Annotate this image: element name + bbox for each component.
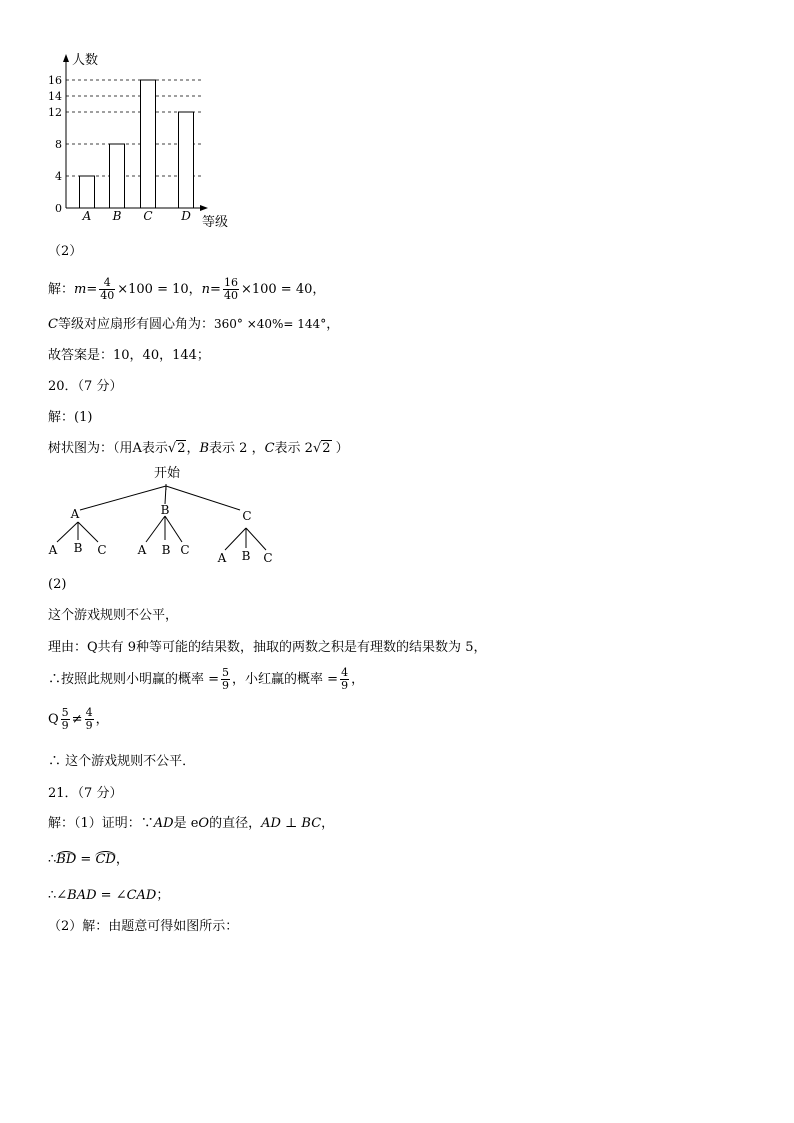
punct: ， xyxy=(351,672,365,687)
var-b: B xyxy=(199,441,210,456)
angle-calc: 360° ×40%= 144° xyxy=(213,317,327,331)
q21-header: 21．（7 分） xyxy=(48,786,123,801)
q21-arc-equal xyxy=(48,852,129,868)
tree-diagram xyxy=(40,458,300,568)
q20-probabilities xyxy=(48,666,364,694)
q21-angle-equal xyxy=(48,888,169,904)
equals: = xyxy=(86,282,98,297)
angle-expr: ∠BAD = ∠CAD xyxy=(56,888,157,903)
perpendicular-expr: AD ⊥ BC xyxy=(261,816,322,831)
q20-header: 20．（7 分） xyxy=(48,379,123,394)
tree-branch-a: A xyxy=(70,507,80,521)
angle-text: 等级对应扇形有圆心角为： xyxy=(57,317,214,332)
tree-leaf: C xyxy=(263,551,273,565)
y-tick-label: 4 xyxy=(55,170,62,183)
tree-intro-c: 表示 2 xyxy=(274,441,313,456)
y-tick-label: 16 xyxy=(48,74,62,87)
x-category-label: B xyxy=(112,209,122,223)
fraction-denominator: 40 xyxy=(223,289,238,302)
fraction-numerator: 4 xyxy=(85,706,93,719)
fraction-numerator: 16 xyxy=(223,276,238,289)
q21-part2: （2）解：由题意可得如图所示： xyxy=(48,919,239,934)
fraction xyxy=(85,707,94,732)
arc-bd: BD xyxy=(56,852,77,867)
bar xyxy=(110,144,125,208)
separator: ， xyxy=(188,282,202,297)
y-tick-label: 8 xyxy=(55,138,62,151)
tree-edges xyxy=(57,484,266,550)
tree-intro-b: 表示 2 ， xyxy=(209,441,265,456)
q21-proof xyxy=(48,816,334,832)
y-tick-label: 12 xyxy=(48,106,62,119)
y-axis-label: 人数 xyxy=(72,53,99,68)
equals: = xyxy=(76,852,96,867)
q20-compare xyxy=(48,706,109,734)
fraction-n xyxy=(223,277,239,302)
punct: ； xyxy=(156,888,170,903)
bar xyxy=(179,112,194,208)
var-m: m xyxy=(74,282,87,297)
tree-root: 开始 xyxy=(153,466,181,481)
proof-text-b: 是 e xyxy=(173,816,199,831)
point-o: O xyxy=(198,816,210,831)
sqrt-sign: √ xyxy=(312,441,322,456)
punct: ， xyxy=(321,816,335,831)
sqrt-sign: √ xyxy=(167,441,177,456)
calc-n: ×100 = 40 xyxy=(240,282,313,297)
y-tick-label: 0 xyxy=(55,202,62,215)
fraction-numerator: 5 xyxy=(222,666,230,679)
tree-leaf: C xyxy=(97,543,107,557)
tree-branch-c: C xyxy=(242,509,252,523)
sqrt-value: 2 xyxy=(322,441,331,456)
x-axis-label: 等级 xyxy=(202,215,229,230)
var-n: n xyxy=(201,282,211,297)
tree-leaf: A xyxy=(48,543,58,557)
not-equal: ≠ xyxy=(71,712,83,727)
equals: = xyxy=(210,282,221,297)
q20-solution-label: 解：(1) xyxy=(48,410,93,425)
proof-text-c: 的直径， xyxy=(209,816,262,831)
bar xyxy=(80,176,95,208)
tree-leaf: C xyxy=(180,543,190,557)
fraction-numerator: 4 xyxy=(99,277,115,290)
solution-m-n xyxy=(48,276,325,304)
prob-text-a: ∴按照此规则小明赢的概率 = xyxy=(48,672,220,687)
x-axis-arrow xyxy=(200,205,208,211)
y-tick-label: 14 xyxy=(48,90,62,103)
fraction-xiaohong xyxy=(340,667,349,692)
tree-branch-b: B xyxy=(160,503,170,517)
bar xyxy=(141,80,156,208)
fraction-m xyxy=(99,277,115,302)
tree-leaf: B xyxy=(73,541,83,555)
q20-reason: 理由：Q共有 9种等可能的结果数，抽取的两数之积是有理数的结果数为 5， xyxy=(48,640,487,655)
sqrt-value: 2 xyxy=(177,441,186,456)
therefore-symbol: ∴ xyxy=(48,852,57,867)
fraction xyxy=(61,707,70,732)
punct: ） xyxy=(331,441,349,456)
chart-tick-labels xyxy=(48,74,62,215)
punct: ， xyxy=(312,282,326,297)
tree-leaf: A xyxy=(217,551,227,565)
punct: ， xyxy=(95,712,109,727)
fraction-denominator: 40 xyxy=(100,289,115,302)
fraction-numerator: 5 xyxy=(61,706,69,719)
since-symbol: Q xyxy=(48,712,59,727)
arc-cd: CD xyxy=(95,852,116,867)
q20-part2-label: (2) xyxy=(48,577,67,592)
tree-leaf: B xyxy=(241,549,251,563)
calc-m: ×100 = 10 xyxy=(117,282,189,297)
var-c: C xyxy=(48,317,58,332)
fraction-denominator: 9 xyxy=(61,719,69,732)
var-c: C xyxy=(264,441,275,456)
chart-category-labels xyxy=(82,209,192,223)
x-category-label: C xyxy=(143,209,153,223)
segment-ad: AD xyxy=(153,816,174,831)
tree-leaf: B xyxy=(161,543,171,557)
q20-conclusion: ∴ 这个游戏规则不公平． xyxy=(48,754,196,769)
y-axis-arrow xyxy=(63,54,69,62)
proof-text: 解：（1）证明：∵ xyxy=(48,816,154,831)
fraction-denominator: 9 xyxy=(222,679,230,692)
q20-unfair: 这个游戏规则不公平， xyxy=(48,608,179,623)
x-category-label: D xyxy=(181,209,191,223)
tree-intro-text: 树状图为：（用A表示 xyxy=(48,441,168,456)
prefix-text: 解： xyxy=(48,282,75,297)
x-category-label: A xyxy=(82,209,92,223)
answer-line: 故答案是：10，40，144； xyxy=(48,348,210,363)
fraction-denominator: 9 xyxy=(341,679,349,692)
fraction-xiaoming xyxy=(221,667,230,692)
tree-leaf: A xyxy=(137,543,147,557)
tree-intro xyxy=(48,441,349,457)
punct: ， xyxy=(115,852,129,867)
separator: ， xyxy=(186,441,200,456)
therefore-symbol: ∴ xyxy=(48,888,57,903)
punct: ， xyxy=(326,317,340,332)
solution-angle xyxy=(48,316,339,333)
prob-text-b: ，小红赢的概率 = xyxy=(232,672,339,687)
fraction-denominator: 9 xyxy=(85,719,93,732)
part2-label: （2） xyxy=(48,244,83,259)
bar-chart xyxy=(40,48,240,234)
fraction-numerator: 4 xyxy=(341,666,349,679)
